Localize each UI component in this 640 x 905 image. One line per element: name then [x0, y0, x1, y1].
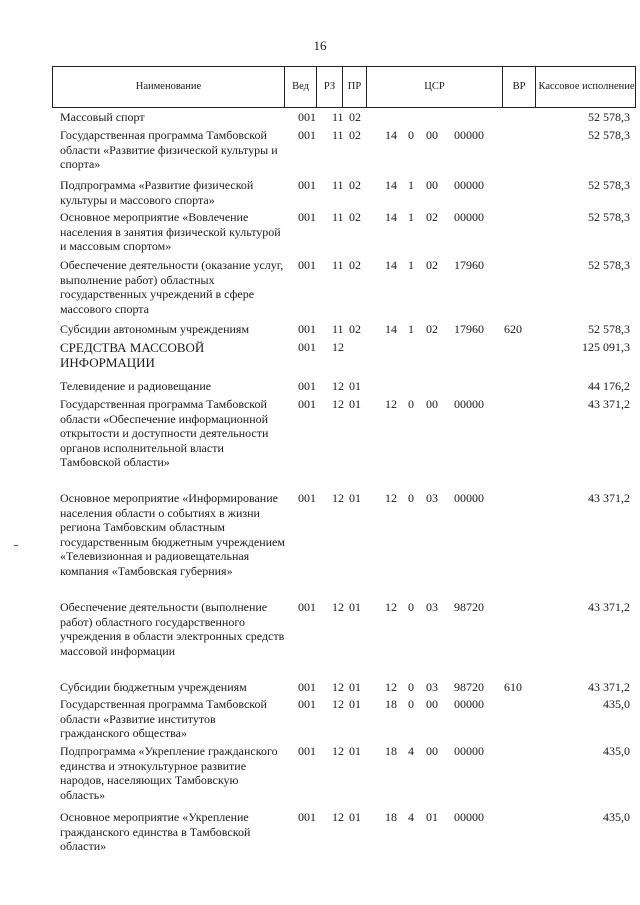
page-number: 16 [313, 38, 327, 53]
row-amount: 52 578,3 [588, 210, 630, 224]
row-rz: 11 [332, 178, 344, 192]
row-ved: 001 [298, 110, 316, 124]
row-csr-direction: 00000 [454, 178, 484, 192]
row-pr: 01 [349, 697, 361, 711]
row-name: Государственная программа Тамбовской области «Развитие физической культуры и спорта» [60, 128, 278, 171]
row-amount: 125 091,3 [582, 340, 630, 354]
row-csr-subprogram: 0 [408, 491, 414, 505]
row-pr: 02 [349, 210, 361, 224]
row-csr-program: 12 [385, 680, 397, 694]
row-amount: 435,0 [603, 697, 630, 711]
row-vr: 620 [504, 322, 522, 336]
row-csr-subprogram: 4 [408, 810, 414, 824]
row-name: Обеспечение деятельности (оказание услуг, выполнение работ) областных государственных учреждений в сфере массового спорта [60, 258, 284, 316]
row-csr-direction: 00000 [454, 210, 484, 224]
header-pr: ПР [343, 67, 367, 107]
row-ved: 001 [298, 680, 316, 694]
row-csr-program: 12 [385, 600, 397, 614]
row-name: Подпрограмма «Укрепление гражданского единства и этнокультурное развитие народов, населяющих Тамбовскую область» [60, 744, 278, 802]
row-pr: 01 [349, 744, 361, 758]
row-rz: 12 [332, 340, 344, 354]
row-csr-direction: 00000 [454, 128, 484, 142]
row-csr-program: 14 [385, 322, 397, 336]
row-amount: 43 371,2 [588, 680, 630, 694]
row-rz: 12 [332, 379, 344, 393]
row-pr: 02 [349, 128, 361, 142]
row-rz: 11 [332, 322, 344, 336]
row-csr-direction: 17960 [454, 322, 484, 336]
row-amount: 43 371,2 [588, 491, 630, 505]
row-ved: 001 [298, 697, 316, 711]
row-csr-subprogram: 0 [408, 680, 414, 694]
row-csr-event: 01 [426, 810, 438, 824]
row-amount: 52 578,3 [588, 128, 630, 142]
row-csr-program: 18 [385, 810, 397, 824]
header-rz: РЗ [317, 67, 343, 107]
row-rz: 11 [332, 128, 344, 142]
header-ved: Вед [285, 67, 317, 107]
row-csr-program: 14 [385, 210, 397, 224]
row-ved: 001 [298, 600, 316, 614]
row-amount: 52 578,3 [588, 110, 630, 124]
header-vr: ВР [503, 67, 536, 107]
scan-mark [14, 545, 18, 546]
row-pr: 02 [349, 258, 361, 272]
row-pr: 02 [349, 322, 361, 336]
row-rz: 12 [332, 680, 344, 694]
row-csr-program: 14 [385, 178, 397, 192]
row-csr-event: 03 [426, 680, 438, 694]
row-csr-program: 18 [385, 697, 397, 711]
row-rz: 12 [332, 397, 344, 411]
row-csr-subprogram: 0 [408, 600, 414, 614]
row-name: Государственная программа Тамбовской области «Обеспечение информационной открытости и доступности деятельности органов исполнительной власти Тамбовской области» [60, 397, 269, 469]
header-csr: ЦСР [367, 67, 503, 107]
row-pr: 01 [349, 491, 361, 505]
row-ved: 001 [298, 322, 316, 336]
row-csr-event: 03 [426, 491, 438, 505]
row-ved: 001 [298, 340, 316, 354]
row-name: Телевидение и радиовещание [60, 379, 212, 393]
row-amount: 52 578,3 [588, 322, 630, 336]
row-name: Обеспечение деятельности (выполнение работ) областного государственного учреждения в области электронных средств массовой информации [60, 600, 285, 658]
row-rz: 12 [332, 810, 344, 824]
row-csr-direction: 00000 [454, 491, 484, 505]
row-csr-event: 02 [426, 210, 438, 224]
row-rz: 11 [332, 210, 344, 224]
row-ved: 001 [298, 258, 316, 272]
row-csr-subprogram: 4 [408, 744, 414, 758]
row-csr-subprogram: 1 [408, 210, 414, 224]
row-name: Основное мероприятие «Укрепление гражданского единства в Тамбовской области» [60, 810, 251, 853]
row-amount: 43 371,2 [588, 600, 630, 614]
row-csr-event: 00 [426, 178, 438, 192]
row-csr-direction: 17960 [454, 258, 484, 272]
row-ved: 001 [298, 210, 316, 224]
row-name: Субсидии автономным учреждениям [60, 322, 250, 336]
row-pr: 01 [349, 680, 361, 694]
row-amount: 52 578,3 [588, 178, 630, 192]
row-csr-event: 00 [426, 128, 438, 142]
row-csr-event: 03 [426, 600, 438, 614]
row-name: СРЕДСТВА МАССОВОЙ ИНФОРМАЦИИ [60, 340, 205, 370]
row-rz: 12 [332, 697, 344, 711]
row-csr-subprogram: 0 [408, 697, 414, 711]
row-rz: 11 [332, 258, 344, 272]
row-amount: 43 371,2 [588, 397, 630, 411]
row-csr-subprogram: 1 [408, 258, 414, 272]
row-name: Государственная программа Тамбовской области «Развитие институтов гражданского общества» [60, 697, 267, 740]
row-csr-direction: 00000 [454, 697, 484, 711]
row-csr-subprogram: 0 [408, 128, 414, 142]
row-amount: 52 578,3 [588, 258, 630, 272]
row-pr: 02 [349, 110, 361, 124]
row-rz: 12 [332, 491, 344, 505]
row-name: Субсидии бюджетным учреждениям [60, 680, 247, 694]
row-pr: 01 [349, 600, 361, 614]
row-csr-program: 12 [385, 491, 397, 505]
row-csr-program: 12 [385, 397, 397, 411]
row-ved: 001 [298, 810, 316, 824]
row-csr-subprogram: 1 [408, 178, 414, 192]
row-csr-subprogram: 0 [408, 397, 414, 411]
row-amount: 435,0 [603, 810, 630, 824]
row-ved: 001 [298, 379, 316, 393]
row-csr-event: 02 [426, 258, 438, 272]
table-header [52, 66, 636, 108]
row-rz: 12 [332, 744, 344, 758]
row-name: Массовый спорт [60, 110, 145, 124]
row-csr-program: 14 [385, 258, 397, 272]
row-csr-event: 00 [426, 744, 438, 758]
row-name: Основное мероприятие «Вовлечение населения в занятия физической культурой и массовым спортом» [60, 210, 281, 253]
row-ved: 001 [298, 744, 316, 758]
row-csr-subprogram: 1 [408, 322, 414, 336]
row-csr-direction: 98720 [454, 600, 484, 614]
row-csr-direction: 00000 [454, 397, 484, 411]
row-name: Основное мероприятие «Информирование населения области о событиях в жизни региона Тамбовским областным государственным бюджетным учреждением «Телевизионная и радиовещательная компания «Тамбовская губерния» [60, 491, 285, 578]
header-amount: Кассовое исполнение [538, 80, 635, 92]
row-ved: 001 [298, 178, 316, 192]
row-ved: 001 [298, 128, 316, 142]
row-name: Подпрограмма «Развитие физической культуры и массового спорта» [60, 178, 254, 207]
row-amount: 435,0 [603, 744, 630, 758]
row-pr: 01 [349, 379, 361, 393]
row-csr-program: 18 [385, 744, 397, 758]
row-ved: 001 [298, 397, 316, 411]
row-pr: 02 [349, 178, 361, 192]
row-csr-event: 00 [426, 697, 438, 711]
row-csr-event: 00 [426, 397, 438, 411]
row-vr: 610 [504, 680, 522, 694]
row-csr-event: 02 [426, 322, 438, 336]
row-csr-direction: 00000 [454, 744, 484, 758]
row-csr-direction: 00000 [454, 810, 484, 824]
row-ved: 001 [298, 491, 316, 505]
row-rz: 11 [332, 110, 344, 124]
row-csr-direction: 98720 [454, 680, 484, 694]
row-csr-program: 14 [385, 128, 397, 142]
row-pr: 01 [349, 810, 361, 824]
header-name: Наименование [53, 67, 285, 107]
row-amount: 44 176,2 [588, 379, 630, 393]
row-pr: 01 [349, 397, 361, 411]
row-rz: 12 [332, 600, 344, 614]
